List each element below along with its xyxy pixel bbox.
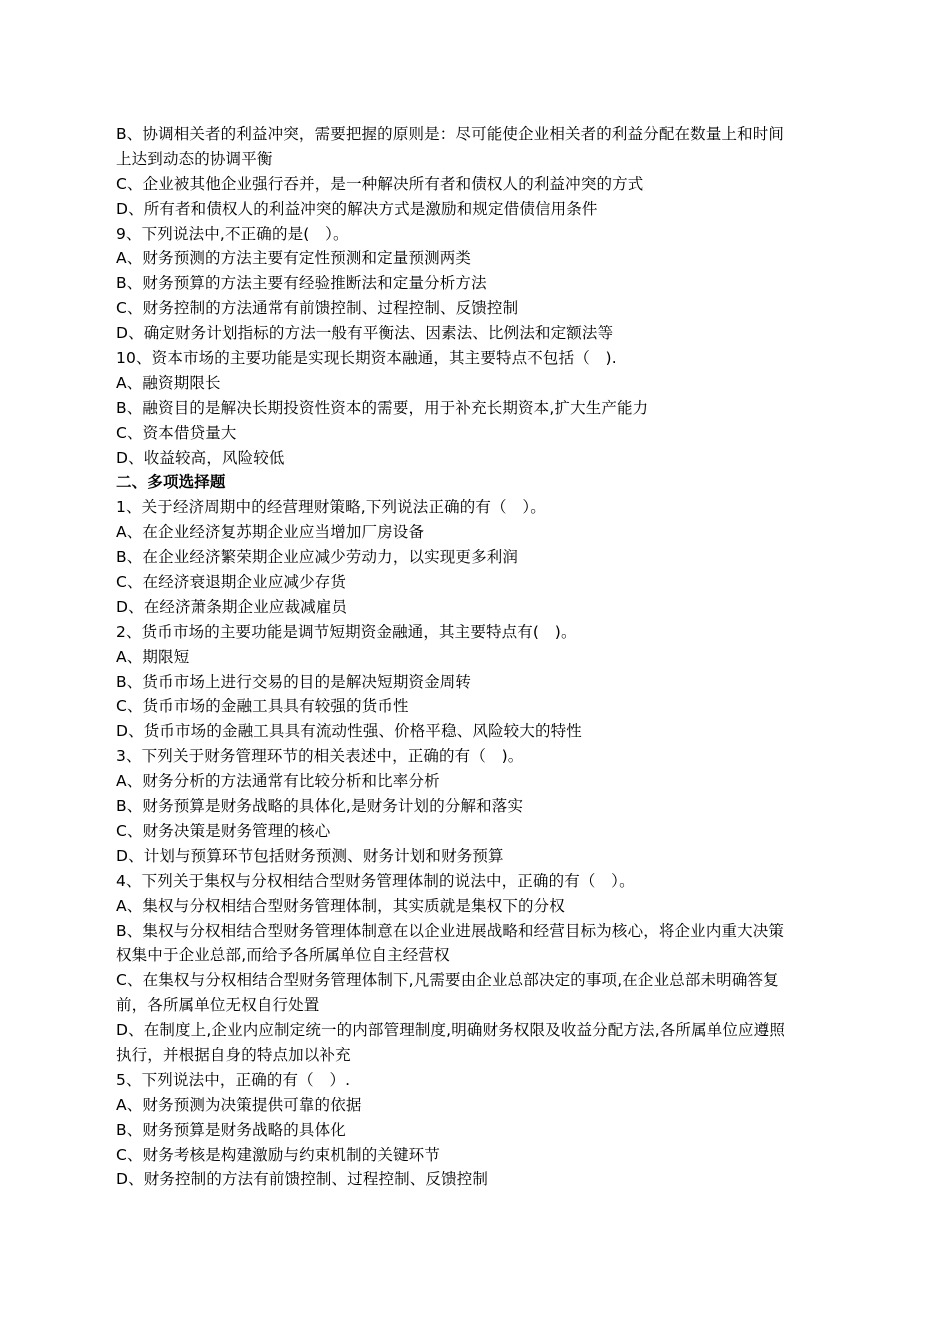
text-line: A、财务预测的方法主要有定性预测和定量预测两类 [116,249,472,268]
text-line: C、财务决策是财务管理的核心 [116,821,331,840]
text-line: C、货币市场的金融工具具有较强的货币性 [116,697,409,716]
text-line: C、在集权与分权相结合型财务管理体制下,凡需要由企业总部决定的事项,在企业总部未明确答复 [116,971,779,990]
text-line: 9、下列说法中,不正确的是( ）。 [116,224,349,243]
text-line: A、集权与分权相结合型财务管理体制，其实质就是集权下的分权 [116,896,565,915]
text-line: B、财务预算是财务战略的具体化,是财务计划的分解和落实 [116,797,524,816]
text-line: 3、下列关于财务管理环节的相关表述中，正确的有（ )。 [116,747,524,766]
text-line: 上达到动态的协调平衡 [116,149,273,168]
text-line: C、财务考核是构建激励与约束机制的关键环节 [116,1145,440,1164]
text-line: 4、下列关于集权与分权相结合型财务管理体制的说法中，正确的有（ ）。 [116,871,635,890]
text-line: C、在经济衰退期企业应减少存货 [116,573,347,592]
document-page [116,122,840,1192]
text-line: 10、资本市场的主要功能是实现长期资本融通，其主要特点不包括（ ). [116,349,617,368]
text-line: B、集权与分权相结合型财务管理体制意在以企业进展战略和经营目标为核心，将企业内重大决策 [116,921,785,940]
text-line: D、在制度上,企业内应制定统一的内部管理制度,明确财务权限及收益分配方法,各所属单位应遵照 [116,1021,785,1040]
text-line: C、资本借贷量大 [116,423,237,442]
text-line: D、所有者和债权人的利益冲突的解决方式是激励和规定借债信用条件 [116,199,598,218]
text-line: D、收益较高，风险较低 [116,448,285,467]
text-line: D、确定财务计划指标的方法一般有平衡法、因素法、比例法和定额法等 [116,324,614,343]
text-line: D、计划与预算环节包括财务预测、财务计划和财务预算 [116,846,504,865]
text-line: A、财务预测为决策提供可靠的依据 [116,1095,362,1114]
section-heading: 二、多项选择题 [116,473,226,492]
text-line: B、财务预算的方法主要有经验推断法和定量分析方法 [116,274,487,293]
text-line: D、货币市场的金融工具具有流动性强、价格平稳、风险较大的特性 [116,722,582,741]
text-line: A、期限短 [116,647,190,666]
text-line: 5、下列说法中，正确的有（ ）. [116,1070,351,1089]
text-line: B、协调相关者的利益冲突，需要把握的原则是：尽可能使企业相关者的利益分配在数量上和时间 [116,125,785,143]
text-line: 权集中于企业总部,而给予各所属单位自主经营权 [116,946,450,965]
text-line: B、融资目的是解决长期投资性资本的需要，用于补充长期资本,扩大生产能力 [116,398,649,417]
text-line: D、财务控制的方法有前馈控制、过程控制、反馈控制 [116,1170,489,1189]
text-line: 前，各所属单位无权自行处置 [116,996,320,1015]
text-line: A、在企业经济复苏期企业应当增加厂房设备 [116,523,425,542]
text-line: B、货币市场上进行交易的目的是解决短期资金周转 [116,672,472,691]
text-line: C、财务控制的方法通常有前馈控制、过程控制、反馈控制 [116,299,519,318]
text-line: D、在经济萧条期企业应裁减雇员 [116,597,348,616]
text-line: A、财务分析的方法通常有比较分析和比率分析 [116,772,440,791]
text-line: 1、关于经济周期中的经营理财策略,下列说法正确的有（ ）。 [116,498,546,517]
text-line: C、企业被其他企业强行吞并，是一种解决所有者和债权人的利益冲突的方式 [116,174,644,193]
text-line: 执行，并根据自身的特点加以补充 [116,1045,351,1064]
text-line: B、财务预算是财务战略的具体化 [116,1120,346,1139]
text-line: A、融资期限长 [116,373,221,392]
text-line: 2、货币市场的主要功能是调节短期资金融通，其主要特点有( )。 [116,622,577,641]
text-line: B、在企业经济繁荣期企业应减少劳动力，以实现更多利润 [116,548,519,567]
